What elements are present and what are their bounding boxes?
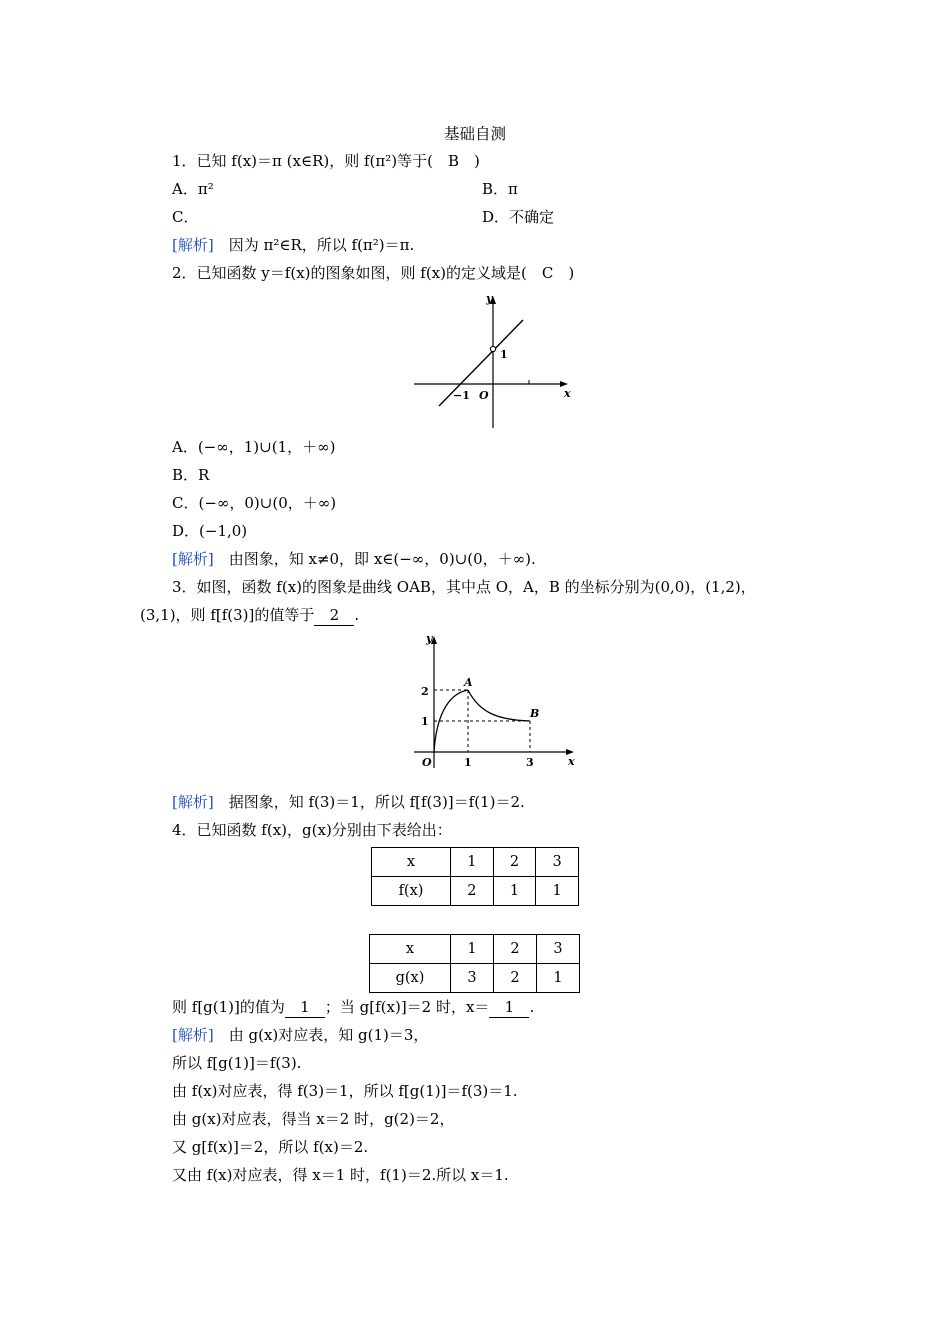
q4-fill-line bbox=[172, 997, 534, 1018]
q4-fill-text-1: 则 f[g(1)]的值为 bbox=[172, 998, 285, 1016]
q4-analysis-line-6: 又由 f(x)对应表，得 x＝1 时，f(1)＝2.所以 x＝1. bbox=[172, 1166, 509, 1184]
q4-fill-end: . bbox=[529, 998, 535, 1016]
q1-analysis bbox=[172, 235, 414, 255]
analysis-tag: [解析] bbox=[172, 793, 214, 811]
y-tick-2: 2 bbox=[421, 685, 429, 698]
q3-answer-blank: 2 bbox=[314, 605, 354, 626]
analysis-tag: [解析] bbox=[172, 236, 214, 254]
q3-analysis bbox=[172, 792, 525, 812]
hole-point bbox=[490, 346, 495, 351]
q1-analysis-text: 因为 π²∈R，所以 f(π²)＝π. bbox=[213, 236, 415, 254]
table-cell: 1 bbox=[536, 877, 579, 906]
table-cell: g(x) bbox=[370, 964, 451, 993]
x-tick-3: 3 bbox=[526, 756, 534, 769]
table-cell: f(x) bbox=[372, 877, 451, 906]
origin-label: O bbox=[422, 756, 432, 769]
x-axis-label: x bbox=[564, 387, 571, 400]
q4-analysis-line-4: 由 g(x)对应表，得当 x＝2 时，g(2)＝2， bbox=[172, 1110, 455, 1128]
q1-option-a: A．π² bbox=[172, 180, 214, 198]
table-cell: 1 bbox=[537, 964, 580, 993]
section-title: 基础自测 bbox=[443, 125, 506, 143]
q2-option-a: A．(−∞，1)∪(1，＋∞) bbox=[172, 438, 336, 456]
table-f bbox=[371, 847, 579, 906]
table-cell: 1 bbox=[493, 877, 536, 906]
q4-answer-blank-2: 1 bbox=[489, 997, 529, 1018]
origin-label: O bbox=[479, 389, 489, 402]
q3-stem-end: . bbox=[354, 606, 360, 624]
q1-stem: 1．已知 f(x)＝π (x∈R)，则 f(π²)等于( B ) bbox=[172, 152, 480, 170]
q3-stem-line2 bbox=[140, 605, 359, 626]
q2-analysis-text: 由图象，知 x≠0，即 x∈(−∞，0)∪(0，＋∞). bbox=[213, 550, 536, 568]
q3-stem-text: (3,1)，则 f[f(3)]的值等于 bbox=[140, 606, 315, 624]
table-row bbox=[370, 964, 580, 993]
analysis-tag: [解析] bbox=[172, 550, 214, 568]
q2-option-b: B．R bbox=[172, 466, 210, 484]
point-b-label: B bbox=[530, 707, 540, 720]
curve-ab bbox=[468, 690, 530, 721]
q4-analysis-line-2: 所以 f[g(1)]＝f(3). bbox=[172, 1054, 302, 1072]
tick-label-1: 1 bbox=[500, 348, 508, 361]
table-cell: 3 bbox=[451, 964, 494, 993]
q2-stem: 2．已知函数 y＝f(x)的图象如图，则 f(x)的定义域是( C ) bbox=[172, 264, 575, 282]
x-tick-1: 1 bbox=[464, 756, 472, 769]
q4-fill-text-2: ；当 g[f(x)]＝2 时，x＝ bbox=[324, 998, 490, 1016]
q4-analysis-line-1 bbox=[172, 1025, 428, 1045]
q1-option-d: D．不确定 bbox=[482, 208, 555, 226]
table-cell: x bbox=[372, 848, 451, 877]
table-cell: 2 bbox=[494, 935, 537, 964]
tick-label-neg1: −1 bbox=[453, 389, 470, 402]
q4-stem: 4．已知函数 f(x)，g(x)分别由下表给出： bbox=[172, 821, 452, 839]
q2-option-d: D．(−1,0) bbox=[172, 522, 248, 540]
y-tick-1: 1 bbox=[421, 715, 429, 728]
q4-analysis-line-3: 由 f(x)对应表，得 f(3)＝1，所以 f[g(1)]＝f(3)＝1. bbox=[172, 1082, 518, 1100]
table-cell: 3 bbox=[537, 935, 580, 964]
table-g bbox=[369, 934, 580, 993]
y-axis-label: y bbox=[426, 632, 433, 645]
q2-analysis bbox=[172, 549, 536, 569]
q2-option-c: C．(−∞，0)∪(0，＋∞) bbox=[172, 494, 337, 512]
q3-graph bbox=[412, 628, 582, 774]
table-cell: 1 bbox=[451, 935, 494, 964]
q1-option-c: C． bbox=[172, 208, 199, 226]
table-cell: 2 bbox=[494, 964, 537, 993]
q4-analysis-line-5: 又 g[f(x)]＝2，所以 f(x)＝2. bbox=[172, 1138, 369, 1156]
q3-analysis-text: 据图象，知 f(3)＝1，所以 f[f(3)]＝f(1)＝2. bbox=[213, 793, 525, 811]
q4-analysis-text: 由 g(x)对应表，知 g(1)＝3， bbox=[213, 1026, 429, 1044]
curve-oa bbox=[434, 690, 468, 752]
table-cell: 3 bbox=[536, 848, 579, 877]
table-row bbox=[370, 935, 580, 964]
q2-graph bbox=[412, 288, 580, 432]
table-cell: 2 bbox=[451, 877, 494, 906]
table-cell: x bbox=[370, 935, 451, 964]
q4-answer-blank-1: 1 bbox=[285, 997, 325, 1018]
q1-option-b: B．π bbox=[482, 180, 518, 198]
table-cell: 2 bbox=[493, 848, 536, 877]
q3-stem-line1: 3．如图，函数 f(x)的图象是曲线 OAB，其中点 O，A，B 的坐标分别为(0,0)，(1,2)， bbox=[172, 578, 756, 596]
table-row bbox=[372, 848, 579, 877]
table-cell: 1 bbox=[451, 848, 494, 877]
analysis-tag: [解析] bbox=[172, 1026, 214, 1044]
y-axis-label: y bbox=[486, 292, 493, 305]
x-axis-label: x bbox=[568, 755, 575, 768]
point-a-label: A bbox=[464, 676, 473, 689]
table-row bbox=[372, 877, 579, 906]
